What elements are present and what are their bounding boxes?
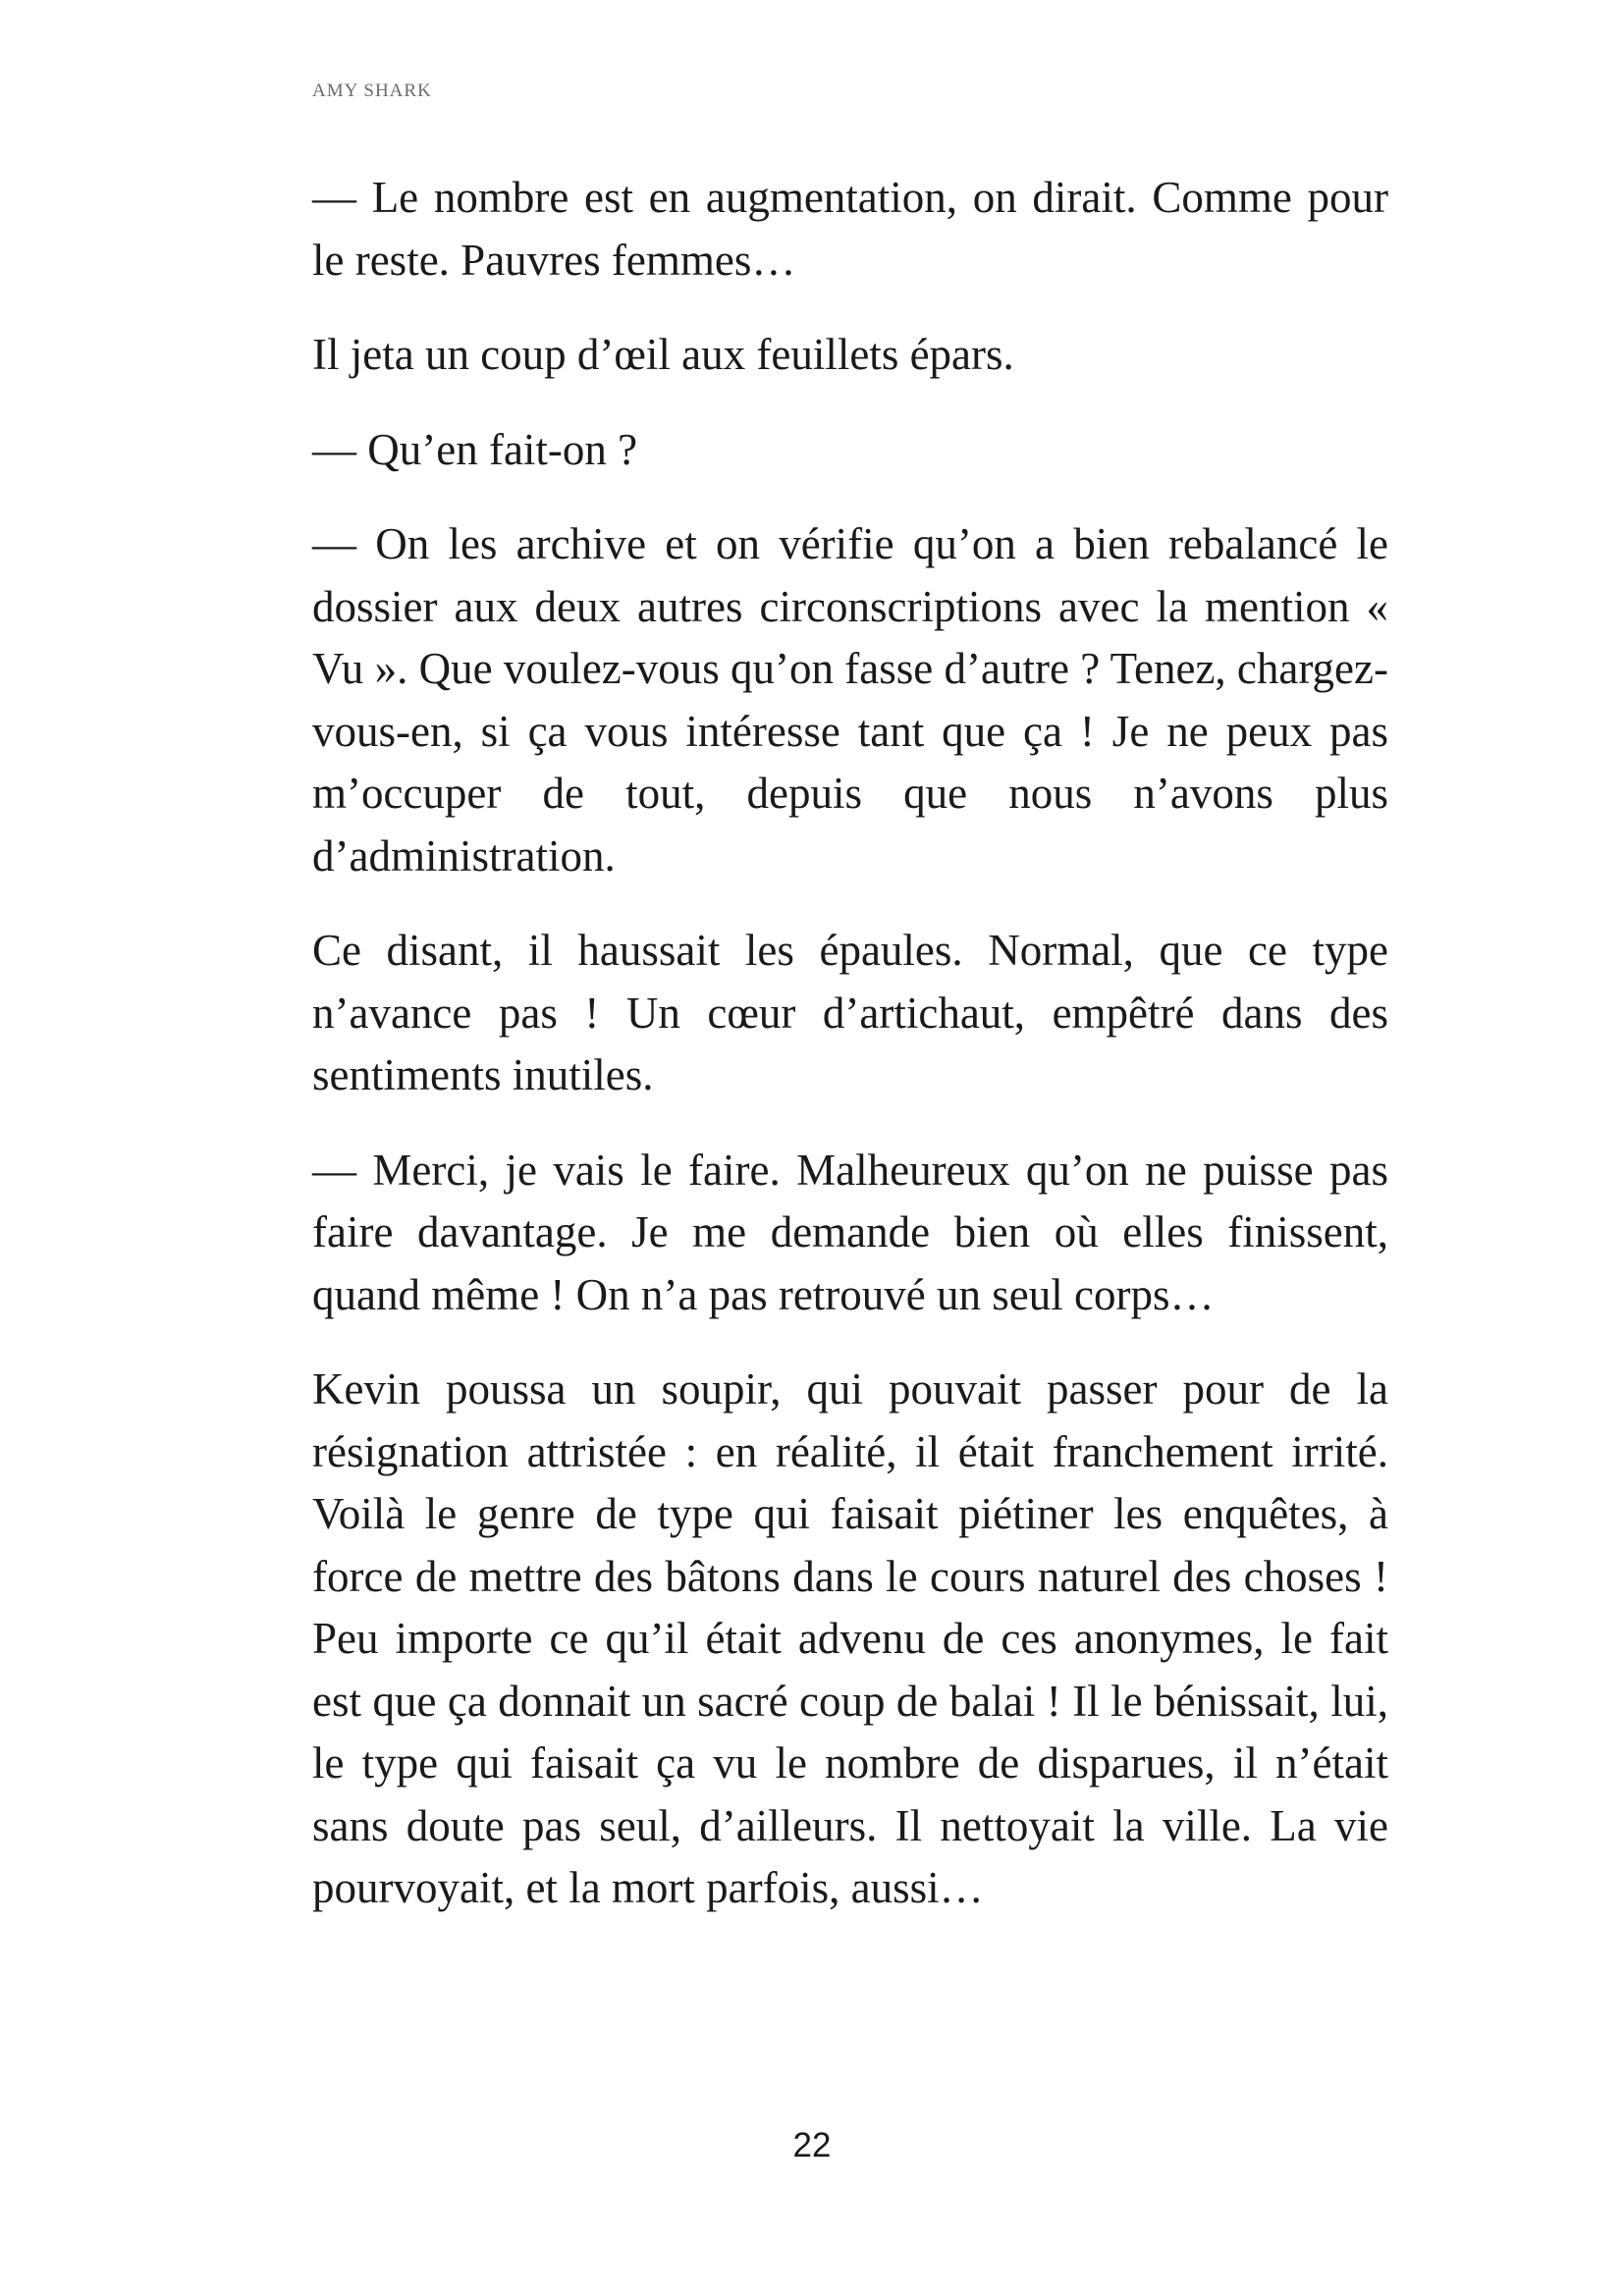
running-header: AMY SHARK — [312, 80, 432, 101]
page-number: 22 — [792, 2126, 832, 2164]
paragraph: — Merci, je vais le faire. Malheureux qu’on ne puisse pas faire davantage. Je me demande bien où elles finissent, quand même ! On n’a pas retrouvé un seul corps… — [312, 1145, 1388, 1319]
paragraph: Kevin poussa un soupir, qui pouvait passer pour de la résignation attristée : en réalité, il était franchement irrité. Voilà le genre de type qui faisait piétiner les enquêtes, à force de mettre des bâtons dans le cours naturel des choses ! Peu importe ce qu’il était advenu de ces anonymes, le fait est que ça donnait un sacré coup de balai ! Il le bénissait, lui, le type qui faisait ça vu le nombre de disparues, il n’était sans doute pas seul, d’ailleurs. Il nettoyait la ville. La vie pourvoyait, et la mort parfois, aussi… — [312, 1364, 1388, 1912]
paragraph: — Le nombre est en augmentation, on dirait. Comme pour le reste. Pauvres femmes… — [312, 173, 1388, 285]
body-text — [312, 167, 1388, 1952]
paragraph: — On les archive et on vérifie qu’on a bien rebalancé le dossier aux deux autres circonscriptions avec la mention « Vu ». Que voulez-vous qu’on fasse d’autre ? Tenez, chargez-vous-en, si ça vous intéresse tant que ça ! Je ne peux pas m’occuper de tout, depuis que nous n’avons plus d’administration. — [312, 519, 1388, 881]
paragraph: — Qu’en fait-on ? — [312, 424, 638, 474]
paragraph: Ce disant, il haussait les épaules. Normal, que ce type n’avance pas ! Un cœur d’artichaut, empêtré dans des sentiments inutiles. — [312, 926, 1388, 1099]
paragraph: Il jeta un coup d’œil aux feuillets épars. — [312, 330, 1014, 379]
